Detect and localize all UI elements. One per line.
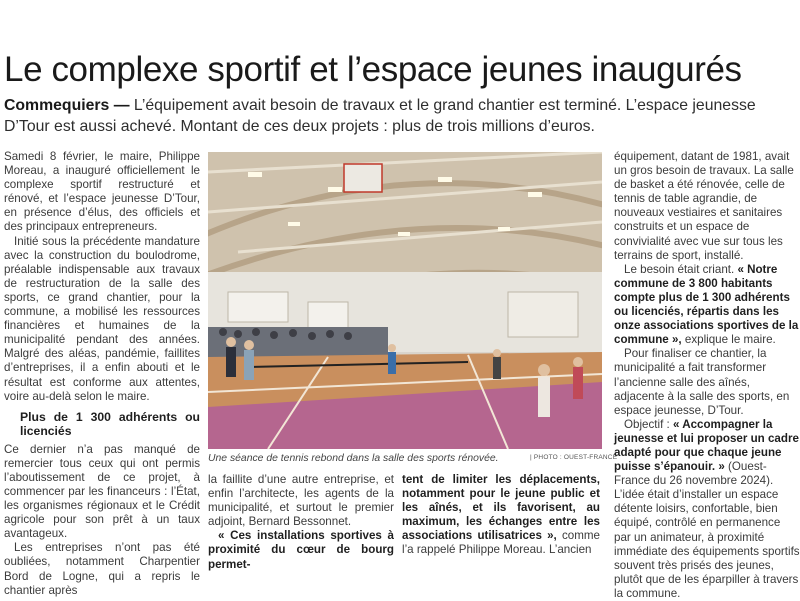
article-photo-sports-hall [208, 152, 602, 449]
col2-paragraph-1: la faillite d’une autre entreprise, et enfin l’architecte, les agents de la municipalité, et surtout le premier adjoint, Bernard Bessonnet. [208, 473, 394, 529]
dateline: Commequiers — [4, 97, 130, 114]
col4-p4-quote: « Accompagner la jeunesse et lui proposer un cadre adapté pour que chaque jeune puisse s’épanouir. » [614, 417, 799, 474]
col4-p2-start: Le besoin était criant. [624, 262, 738, 276]
photo-caption: Une séance de tennis rebond dans la salle des sports rénovée. [208, 453, 499, 464]
col3-text: comme l’a rappelé Philippe Moreau. L’ancien [402, 529, 600, 557]
col1-paragraph-3: Ce dernier n’a pas manqué de remercier tous ceux qui ont permis l’aboutissement de ce projet, à commencer par les financeurs : l’État, les organismes régionaux et le Crédit agricole pour son prêt à un taux avantageux. [4, 442, 200, 541]
column-2 [208, 473, 394, 572]
col4-p4-end: (Ouest-France du 26 novembre 2024). L’idée était d’installer un espace détente loisirs, confortable, bien équipé, contrôlé en permanence par un animateur, à proximité immédiate des équipements sportifs souvent très prisés des jeunes, plutôt que de les éparpiller à travers la commune. [614, 460, 800, 600]
article-headline: Le complexe sportif et l’espace jeunes inaugurés [4, 50, 742, 89]
col4-paragraph-2 [614, 263, 800, 348]
col2-quote-start: « Ces installations sportives à proximité du cœur de bourg permet- [208, 529, 394, 571]
col4-paragraph-1: équipement, datant de 1981, avait un gros besoin de travaux. La salle de basket a été rénovée, celle de tennis de table agrandie, de nouveaux vestiaires et sanitaires construits et un espace de convivialité avec vue sur tous les terrains de sport, installé. [614, 150, 794, 262]
photo-credit: | PHOTO : OUEST-FRANCE [530, 454, 618, 461]
col3-paragraph-1 [402, 473, 600, 558]
col4-paragraph-3: Pour finaliser ce chantier, la municipalité a fait transformer l’ancienne salle des aînés, adjacente à la salle des sports, en espace jeunesse, D’Tour. [614, 347, 790, 417]
col4-paragraph-4 [614, 418, 800, 601]
subheading-adherents: Plus de 1 300 adhérents ou licenciés [20, 409, 200, 439]
col1-paragraph-2: Initié sous la précédente mandature avec la construction du boulodrome, préalable indispensable aux travaux de restructuration de la salle des sports, ce grand chantier, pour la commune, a mobilisé les ressources financières et humaines de la municipalité pendant des années. Malgré des aléas, pandémie, faillites d’entreprises, il a enfin abouti et le résultat est conforme aux attentes, voire au-delà selon le maire. [4, 234, 200, 403]
column-1 [4, 150, 200, 598]
column-4 [614, 150, 800, 601]
col1-paragraph-1: Samedi 8 février, le maire, Philippe Moreau, a inauguré officiellement le complexe sportif restructuré et rénové, et l’espace jeunesse D’Tour, en présence d’élus, des officiels et des principaux entrepreneurs. [4, 150, 200, 234]
col1-paragraph-4: Les entreprises n’ont pas été oubliées, notamment Charpentier Bord de Logne, qui a repris le chantier après [4, 541, 200, 597]
article-standfirst [4, 95, 794, 137]
column-3 [402, 473, 600, 558]
col4-p4-start: Objectif : [624, 417, 673, 431]
col4-p2-quote: « Notre commune de 3 800 habitants compte plus de 1 300 adhérents ou licenciés, répartis dans les onze associations sportives de la commune », [614, 262, 799, 347]
col4-p2-end: explique le maire. [681, 333, 776, 347]
col3-quote: tent de limiter les déplacements, notamment pour le jeune public et les aînés, et ils favorisent, au maximum, les échanges entre les associations utilisatrices », [402, 473, 600, 543]
standfirst-text: L’équipement avait besoin de travaux et le grand chantier est terminé. L’espace jeunesse D’Tour est aussi achevé. Montant de ces deux projets : plus de trois millions d’euros. [4, 97, 756, 135]
